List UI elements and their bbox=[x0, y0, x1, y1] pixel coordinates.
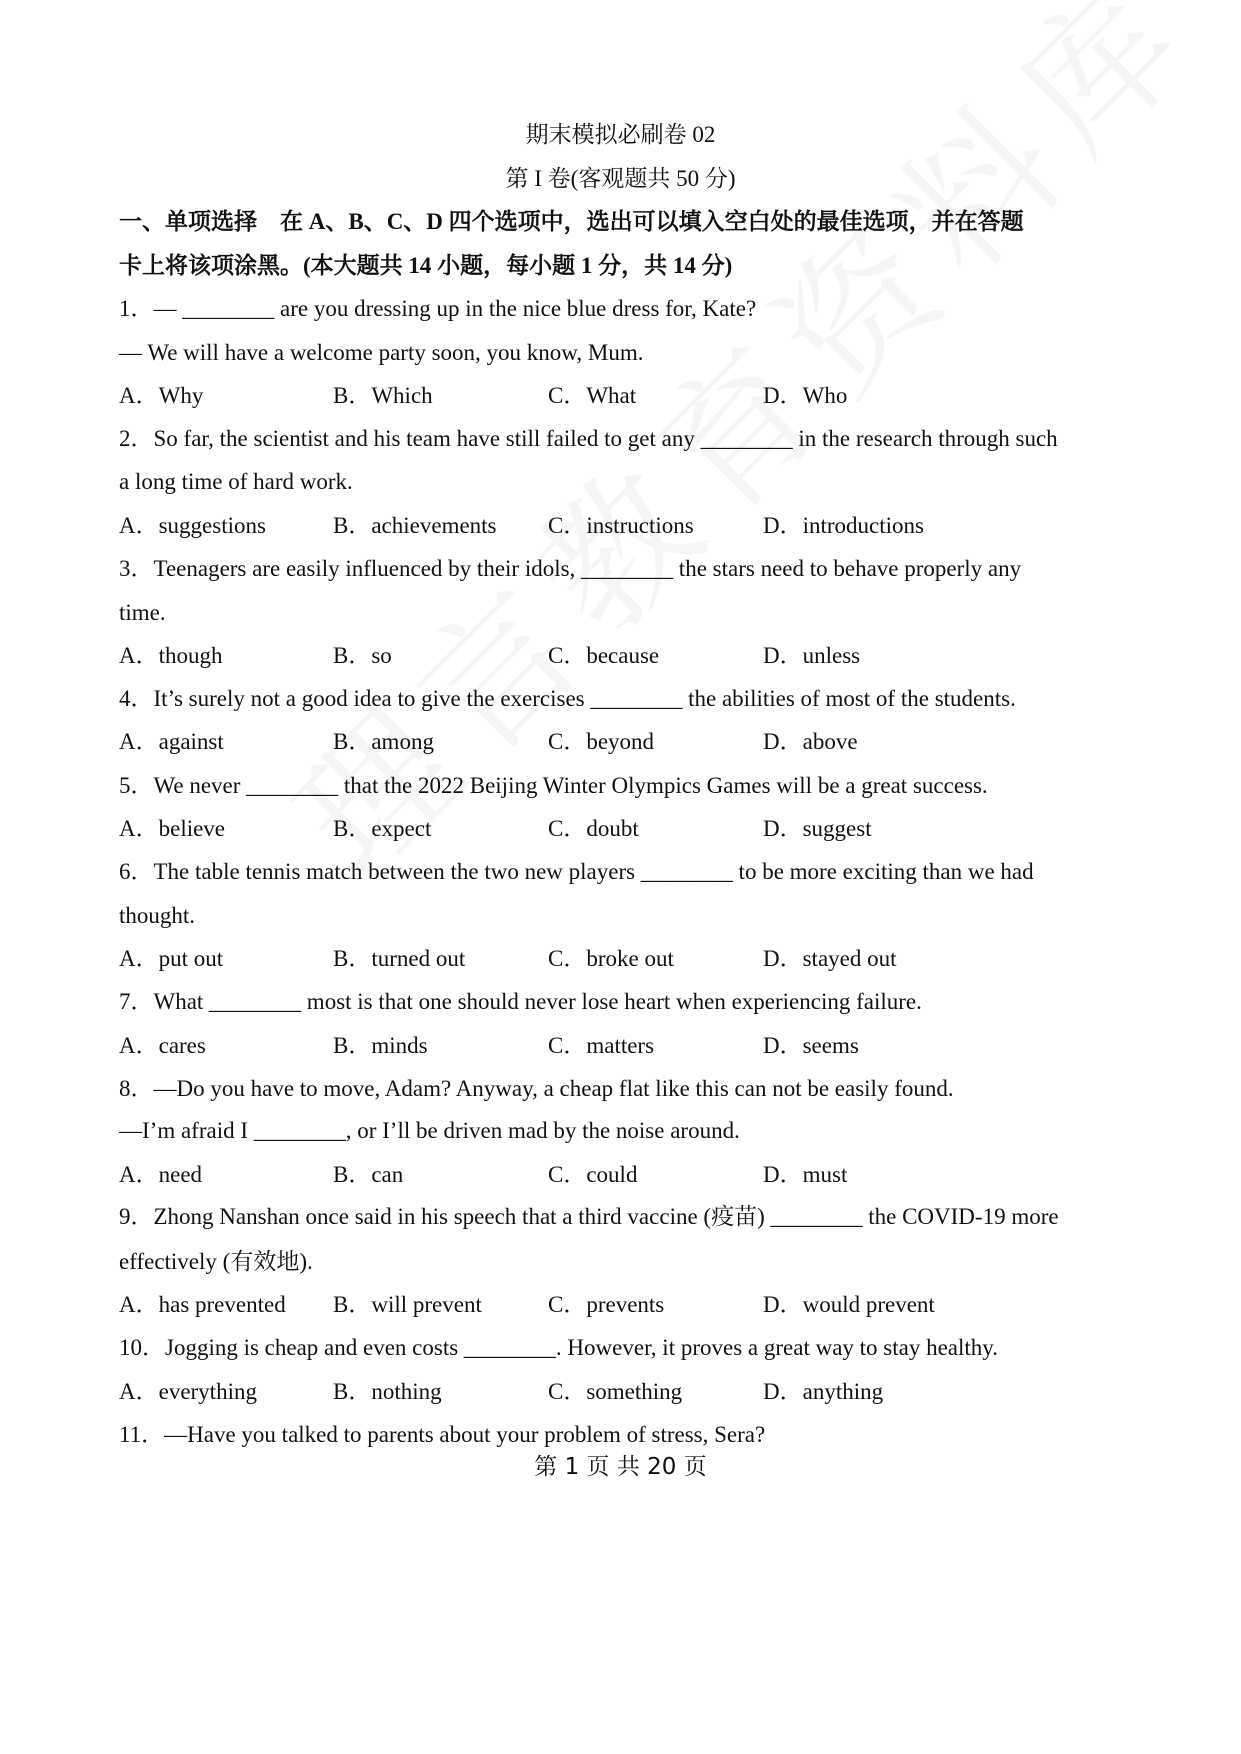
question-8-option-b[interactable]: B．can bbox=[333, 1162, 404, 1187]
question-8-text: 8．—Do you have to move, Adam? Anyway, a cheap flat like this can not be easily found. bbox=[119, 1076, 954, 1101]
question-2-text-2: a long time of hard work. bbox=[119, 469, 353, 494]
question-11-text: 11．—Have you talked to parents about your problem of stress, Sera? bbox=[119, 1422, 766, 1447]
page-footer: 第 1 页 共 20 页 bbox=[534, 1454, 707, 1480]
question-3-option-a[interactable]: A．though bbox=[119, 643, 223, 668]
question-7-option-d[interactable]: D．seems bbox=[763, 1033, 859, 1058]
question-9-option-a[interactable]: A．has prevented bbox=[119, 1292, 286, 1317]
question-10-option-b[interactable]: B．nothing bbox=[333, 1379, 442, 1404]
question-2-option-c[interactable]: C．instructions bbox=[548, 513, 694, 538]
question-3-text-2: time. bbox=[119, 600, 166, 625]
question-7-option-b[interactable]: B．minds bbox=[333, 1033, 428, 1058]
question-1-option-b[interactable]: B．Which bbox=[333, 383, 433, 408]
question-9-text-2: effectively (有效地). bbox=[119, 1249, 313, 1274]
question-10-option-a[interactable]: A．everything bbox=[119, 1379, 257, 1404]
question-7-text: 7．What ________ most is that one should never lose heart when experiencing failure. bbox=[119, 989, 922, 1014]
question-6-option-a[interactable]: A．put out bbox=[119, 946, 224, 971]
question-2-option-a[interactable]: A．suggestions bbox=[119, 513, 266, 538]
instruction-line-1: 一、单项选择 在 A、B、C、D 四个选项中，选出可以填入空白处的最佳选项，并在答题 bbox=[119, 209, 1024, 234]
question-4-option-b[interactable]: B．among bbox=[333, 729, 434, 754]
question-4-option-a[interactable]: A．against bbox=[119, 729, 224, 754]
question-1-option-c[interactable]: C．What bbox=[548, 383, 637, 408]
question-9-text: 9．Zhong Nanshan once said in his speech that a third vaccine (疫苗) ________ the COVID-19 more bbox=[119, 1204, 1059, 1229]
question-5-option-b[interactable]: B．expect bbox=[333, 816, 432, 841]
question-4-option-d[interactable]: D．above bbox=[763, 729, 858, 754]
question-3-option-c[interactable]: C．because bbox=[548, 643, 660, 668]
question-8-option-c[interactable]: C．could bbox=[548, 1162, 638, 1187]
question-6-option-c[interactable]: C．broke out bbox=[548, 946, 674, 971]
question-8-option-d[interactable]: D．must bbox=[763, 1162, 848, 1187]
question-7-option-c[interactable]: C．matters bbox=[548, 1033, 655, 1058]
question-1-text: 1．— ________ are you dressing up in the nice blue dress for, Kate? bbox=[119, 296, 757, 321]
question-10-text: 10．Jogging is cheap and even costs ________. However, it proves a great way to stay healthy. bbox=[119, 1335, 999, 1360]
section-title: 第 I 卷(客观题共 50 分) bbox=[505, 166, 736, 191]
question-6-text-2: thought. bbox=[119, 903, 196, 928]
question-4-option-c[interactable]: C．beyond bbox=[548, 729, 655, 754]
exam-title: 期末模拟必刷卷 02 bbox=[525, 122, 716, 147]
instruction-line-2: 卡上将该项涂黑。(本大题共 14 小题，每小题 1 分，共 14 分) bbox=[119, 253, 733, 278]
question-5-option-d[interactable]: D．suggest bbox=[763, 816, 872, 841]
question-1-option-d[interactable]: D．Who bbox=[763, 383, 848, 408]
question-8-option-a[interactable]: A．need bbox=[119, 1162, 203, 1187]
question-6-option-d[interactable]: D．stayed out bbox=[763, 946, 897, 971]
question-10-option-d[interactable]: D．anything bbox=[763, 1379, 884, 1404]
question-2-option-d[interactable]: D．introductions bbox=[763, 513, 924, 538]
question-5-option-a[interactable]: A．believe bbox=[119, 816, 226, 841]
question-2-option-b[interactable]: B．achievements bbox=[333, 513, 497, 538]
question-2-text: 2．So far, the scientist and his team have still failed to get any ________ in the research through such bbox=[119, 426, 1058, 451]
question-3-option-b[interactable]: B．so bbox=[333, 643, 392, 668]
question-7-option-a[interactable]: A．cares bbox=[119, 1033, 206, 1058]
question-5-text: 5．We never ________ that the 2022 Beijing Winter Olympics Games will be a great success. bbox=[119, 773, 988, 798]
question-3-option-d[interactable]: D．unless bbox=[763, 643, 861, 668]
question-1-text-2: — We will have a welcome party soon, you know, Mum. bbox=[119, 340, 644, 365]
question-9-option-c[interactable]: C．prevents bbox=[548, 1292, 665, 1317]
question-3-text: 3．Teenagers are easily influenced by their idols, ________ the stars need to behave properly any bbox=[119, 556, 1022, 581]
question-10-option-c[interactable]: C．something bbox=[548, 1379, 683, 1404]
question-9-option-d[interactable]: D．would prevent bbox=[763, 1292, 935, 1317]
question-6-text: 6．The table tennis match between the two new players ________ to be more exciting than we had bbox=[119, 859, 1034, 884]
question-4-text: 4．It’s surely not a good idea to give the exercises ________ the abilities of most of the students. bbox=[119, 686, 1016, 711]
question-5-option-c[interactable]: C．doubt bbox=[548, 816, 639, 841]
question-6-option-b[interactable]: B．turned out bbox=[333, 946, 466, 971]
question-1-option-a[interactable]: A．Why bbox=[119, 383, 204, 408]
question-8-text-2: —I’m afraid I ________, or I’ll be driven mad by the noise around. bbox=[119, 1118, 740, 1143]
question-9-option-b[interactable]: B．will prevent bbox=[333, 1292, 482, 1317]
